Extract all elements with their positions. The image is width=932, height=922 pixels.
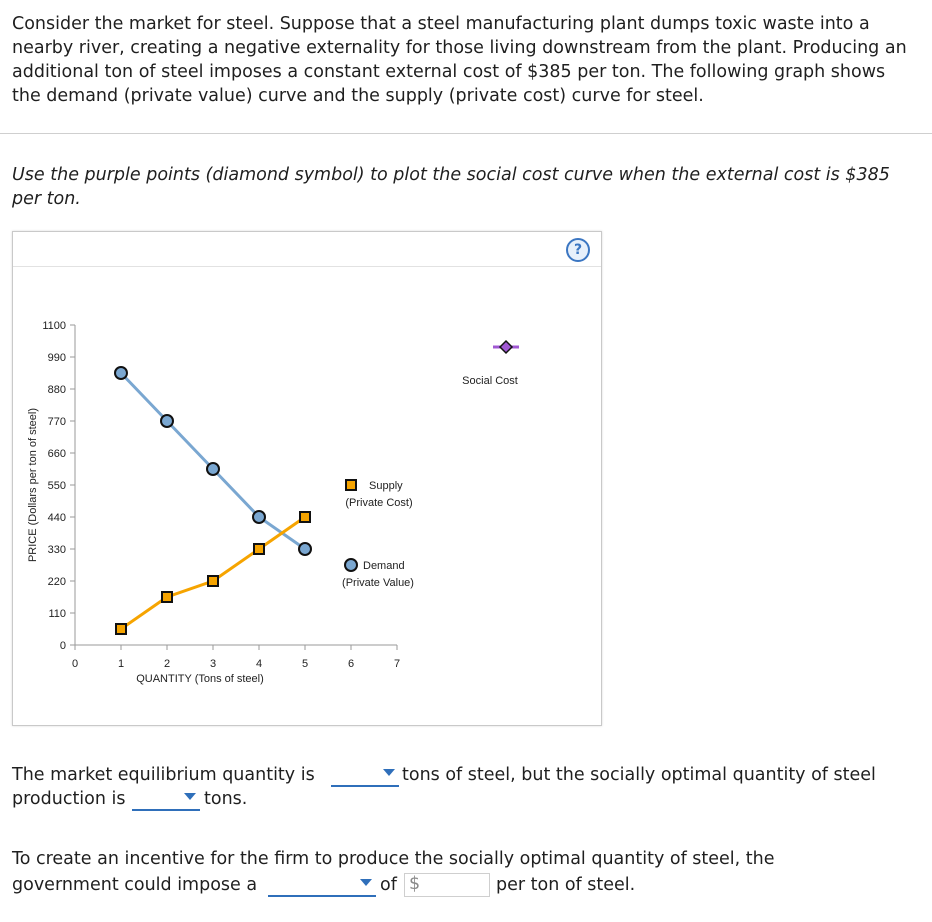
supply-point[interactable] [254, 544, 264, 554]
supply-legend-label: Supply [369, 480, 403, 492]
equilibrium-quantity-dropdown[interactable] [331, 763, 399, 787]
x-tick-label: 3 [209, 658, 217, 670]
chevron-down-icon [184, 793, 196, 800]
demand-point[interactable] [207, 463, 219, 475]
supply-point[interactable] [116, 624, 126, 634]
q3-line1: To create an incentive for the firm to produce the socially optimal quantity of steel, the [12, 849, 775, 869]
y-axis-label: PRICE (Dollars per ton of steel) [27, 407, 39, 563]
y-tick-label: 1100 [42, 320, 66, 332]
social-cost-diamond-icon[interactable] [500, 341, 512, 353]
supply-curve [121, 517, 305, 629]
supply-point[interactable] [162, 592, 172, 602]
demand-point[interactable] [115, 367, 127, 379]
q4-before: government could impose a [12, 875, 258, 895]
y-tick-label: 990 [47, 352, 66, 364]
socially-optimal-quantity-dropdown[interactable] [132, 787, 200, 811]
x-tick-label: 1 [117, 658, 125, 670]
supply-point[interactable] [208, 576, 218, 586]
q4-after: per ton of steel. [496, 875, 636, 895]
q4-of: of [380, 875, 397, 895]
q2-after: tons. [204, 789, 248, 809]
supply-legend-sublabel: (Private Cost) [345, 497, 413, 509]
policy-type-dropdown[interactable] [268, 873, 376, 897]
y-tick-label: 880 [47, 384, 66, 396]
x-tick-label: 2 [163, 658, 171, 670]
demand-legend-label: Demand [363, 560, 405, 572]
y-tick-label: 770 [47, 416, 66, 428]
policy-amount-input[interactable] [404, 873, 490, 897]
y-tick-label: 0 [59, 640, 66, 652]
help-icon[interactable]: ? [566, 238, 590, 262]
demand-point[interactable] [299, 543, 311, 555]
x-tick-label: 6 [347, 658, 355, 670]
supply-point[interactable] [300, 512, 310, 522]
x-tick-label: 4 [255, 658, 263, 670]
chevron-down-icon [360, 879, 372, 886]
y-tick-label: 440 [47, 512, 66, 524]
x-tick-label: 5 [301, 658, 309, 670]
demand-point[interactable] [161, 415, 173, 427]
instruction-text: Use the purple points (diamond symbol) to plot the social cost curve when the external cost is $385 per ton. [12, 165, 890, 209]
y-tick-label: 110 [48, 608, 66, 620]
demand-legend-sublabel: (Private Value) [342, 577, 414, 589]
demand-point[interactable] [253, 511, 265, 523]
dollar-sign: $ [409, 874, 421, 894]
y-tick-label: 660 [47, 448, 66, 460]
q1-before: The market equilibrium quantity is [12, 765, 315, 785]
social-cost-label: Social Cost [462, 375, 518, 387]
x-tick-label: 0 [71, 658, 79, 670]
y-tick-label: 330 [47, 544, 66, 556]
q1-after: tons of steel, but the socially optimal quantity of steel [402, 765, 876, 785]
y-tick-label: 220 [47, 576, 66, 588]
q2-before: production is [12, 789, 126, 809]
supply-legend-marker [346, 480, 356, 490]
chevron-down-icon [383, 769, 395, 776]
demand-curve [121, 373, 305, 549]
x-axis-label: QUANTITY (Tons of steel) [136, 673, 264, 685]
y-tick-label: 550 [47, 480, 66, 492]
question-line-1 [12, 763, 315, 787]
x-tick-label: 7 [393, 658, 401, 670]
demand-legend-marker [345, 559, 357, 571]
intro-text: Consider the market for steel. Suppose that a steel manufacturing plant dumps toxic waste into a nearby river, creating a negative externality for those living downstream from the plant. Producing an additional ton of steel imposes a constant external cost of $385 per ton. The following graph shows the demand (private value) curve and the supply (private cost) curve for steel. [12, 14, 907, 106]
